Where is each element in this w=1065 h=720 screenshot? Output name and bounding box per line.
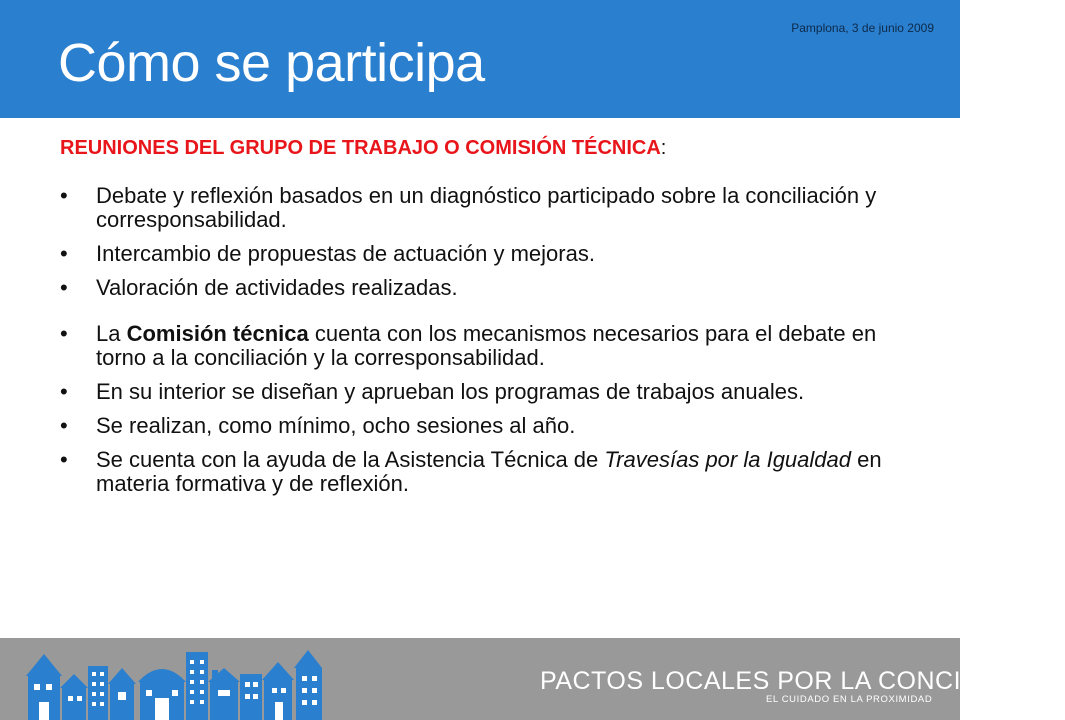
- footer-bar: [0, 638, 1065, 720]
- bullet-item: • Se realizan, como mínimo, ocho sesiones al año.: [60, 414, 905, 438]
- bullet-item: • Valoración de actividades realizadas.: [60, 276, 905, 300]
- bullet-item: [60, 448, 905, 496]
- bullet-list-2: [60, 322, 905, 496]
- brand-name: PACTOS LOCALES POR LA CONCILIACIÓN: [540, 667, 1065, 695]
- bullet-item: • En su interior se diseñan y aprueban los programas de trabajos anuales.: [60, 380, 905, 404]
- section-heading: [60, 136, 905, 160]
- bullet-text: La: [96, 321, 127, 346]
- date-label: Pamplona, 3 de junio 2009: [791, 21, 934, 35]
- bullet-bold-text: Comisión técnica: [126, 321, 309, 346]
- brand-tagline: EL CUIDADO EN LA PROXIMIDAD: [766, 694, 933, 705]
- header-bar: [0, 0, 960, 118]
- slide-content: [60, 136, 905, 506]
- town-skyline-icon: [22, 638, 322, 720]
- bullet-item: [60, 322, 905, 370]
- bullet-text: cuenta con los mecanismos necesarios para el debate en torno a la conciliación y la corresponsabilidad.: [96, 321, 877, 370]
- section-heading-colon: :: [660, 137, 667, 159]
- bullet-italic-text: Travesías por la Igualdad: [604, 447, 851, 472]
- slide-title: Cómo se participa: [58, 33, 485, 93]
- bullet-text: Se cuenta con la ayuda de la Asistencia Técnica de: [96, 447, 605, 472]
- bullet-item: • Debate y reflexión basados en un diagnóstico participado sobre la conciliación y corresponsabilidad.: [60, 184, 905, 232]
- section-heading-text: REUNIONES DEL GRUPO DE TRABAJO O COMISIÓN TÉCNICA: [60, 137, 661, 159]
- bullet-item: • Intercambio de propuestas de actuación y mejoras.: [60, 242, 905, 266]
- bullet-list-1: [60, 184, 905, 300]
- bullet-text: en materia formativa y de reflexión.: [96, 447, 882, 496]
